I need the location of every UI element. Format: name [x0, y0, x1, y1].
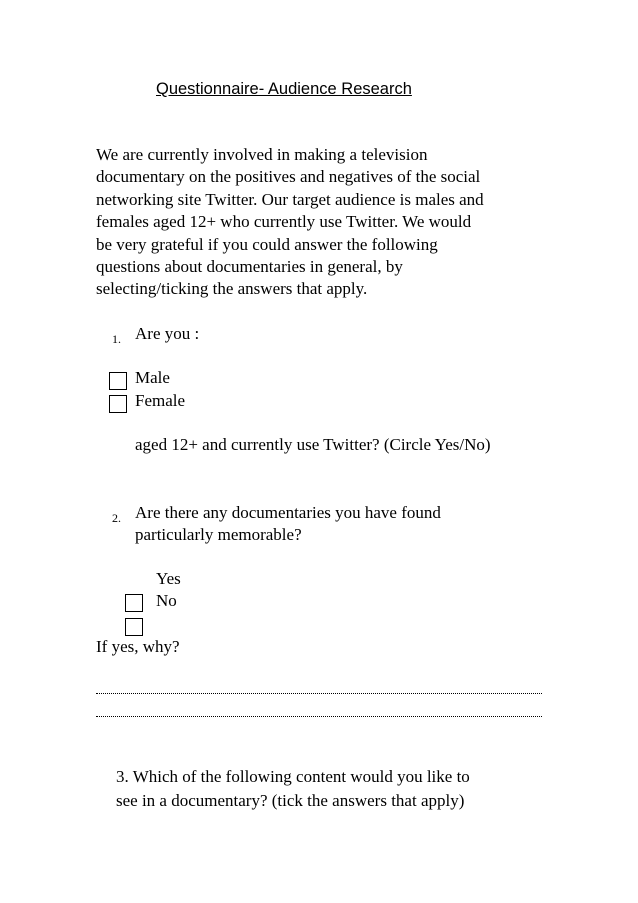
option-label-female: Female [135, 391, 186, 410]
checkbox-no[interactable] [125, 618, 143, 636]
question-text: see in a documentary? (tick the answers that apply) [116, 791, 465, 810]
checkbox-male[interactable] [109, 372, 127, 390]
intro-line: females aged 12+ who currently use Twitter. We would [96, 212, 472, 232]
intro-line: We are currently involved in making a television [96, 145, 428, 164]
question-number: 2. [112, 511, 121, 525]
intro-line: networking site Twitter. Our target audience is males and [96, 189, 484, 209]
option-label-male: Male [135, 368, 170, 387]
question-number: 1. [112, 332, 121, 346]
question-text: 3. Which of the following content would you like to [116, 767, 470, 786]
intro-line: questions about documentaries in general, by [96, 257, 403, 277]
question-text: Are there any documentaries you have found [135, 503, 441, 522]
intro-line: selecting/ticking the answers that apply. [96, 279, 368, 299]
option-label-yes: Yes [156, 569, 181, 588]
checkbox-yes[interactable] [125, 594, 143, 612]
page-title: Questionnaire- Audience Research [156, 80, 412, 98]
intro-line: be very grateful if you could answer the following [96, 234, 438, 254]
question-text: particularly memorable? [135, 525, 302, 544]
intro-paragraph [96, 144, 556, 301]
answer-line[interactable] [96, 693, 542, 694]
option-label-no: No [156, 591, 177, 610]
answer-line[interactable] [96, 716, 542, 717]
question-followup: If yes, why? [96, 637, 180, 656]
question-text: Are you : [135, 324, 200, 343]
checkbox-female[interactable] [109, 395, 127, 413]
question-followup: aged 12+ and currently use Twitter? (Circle Yes/No) [135, 435, 491, 454]
intro-line: documentary on the positives and negatives of the social [96, 167, 481, 187]
